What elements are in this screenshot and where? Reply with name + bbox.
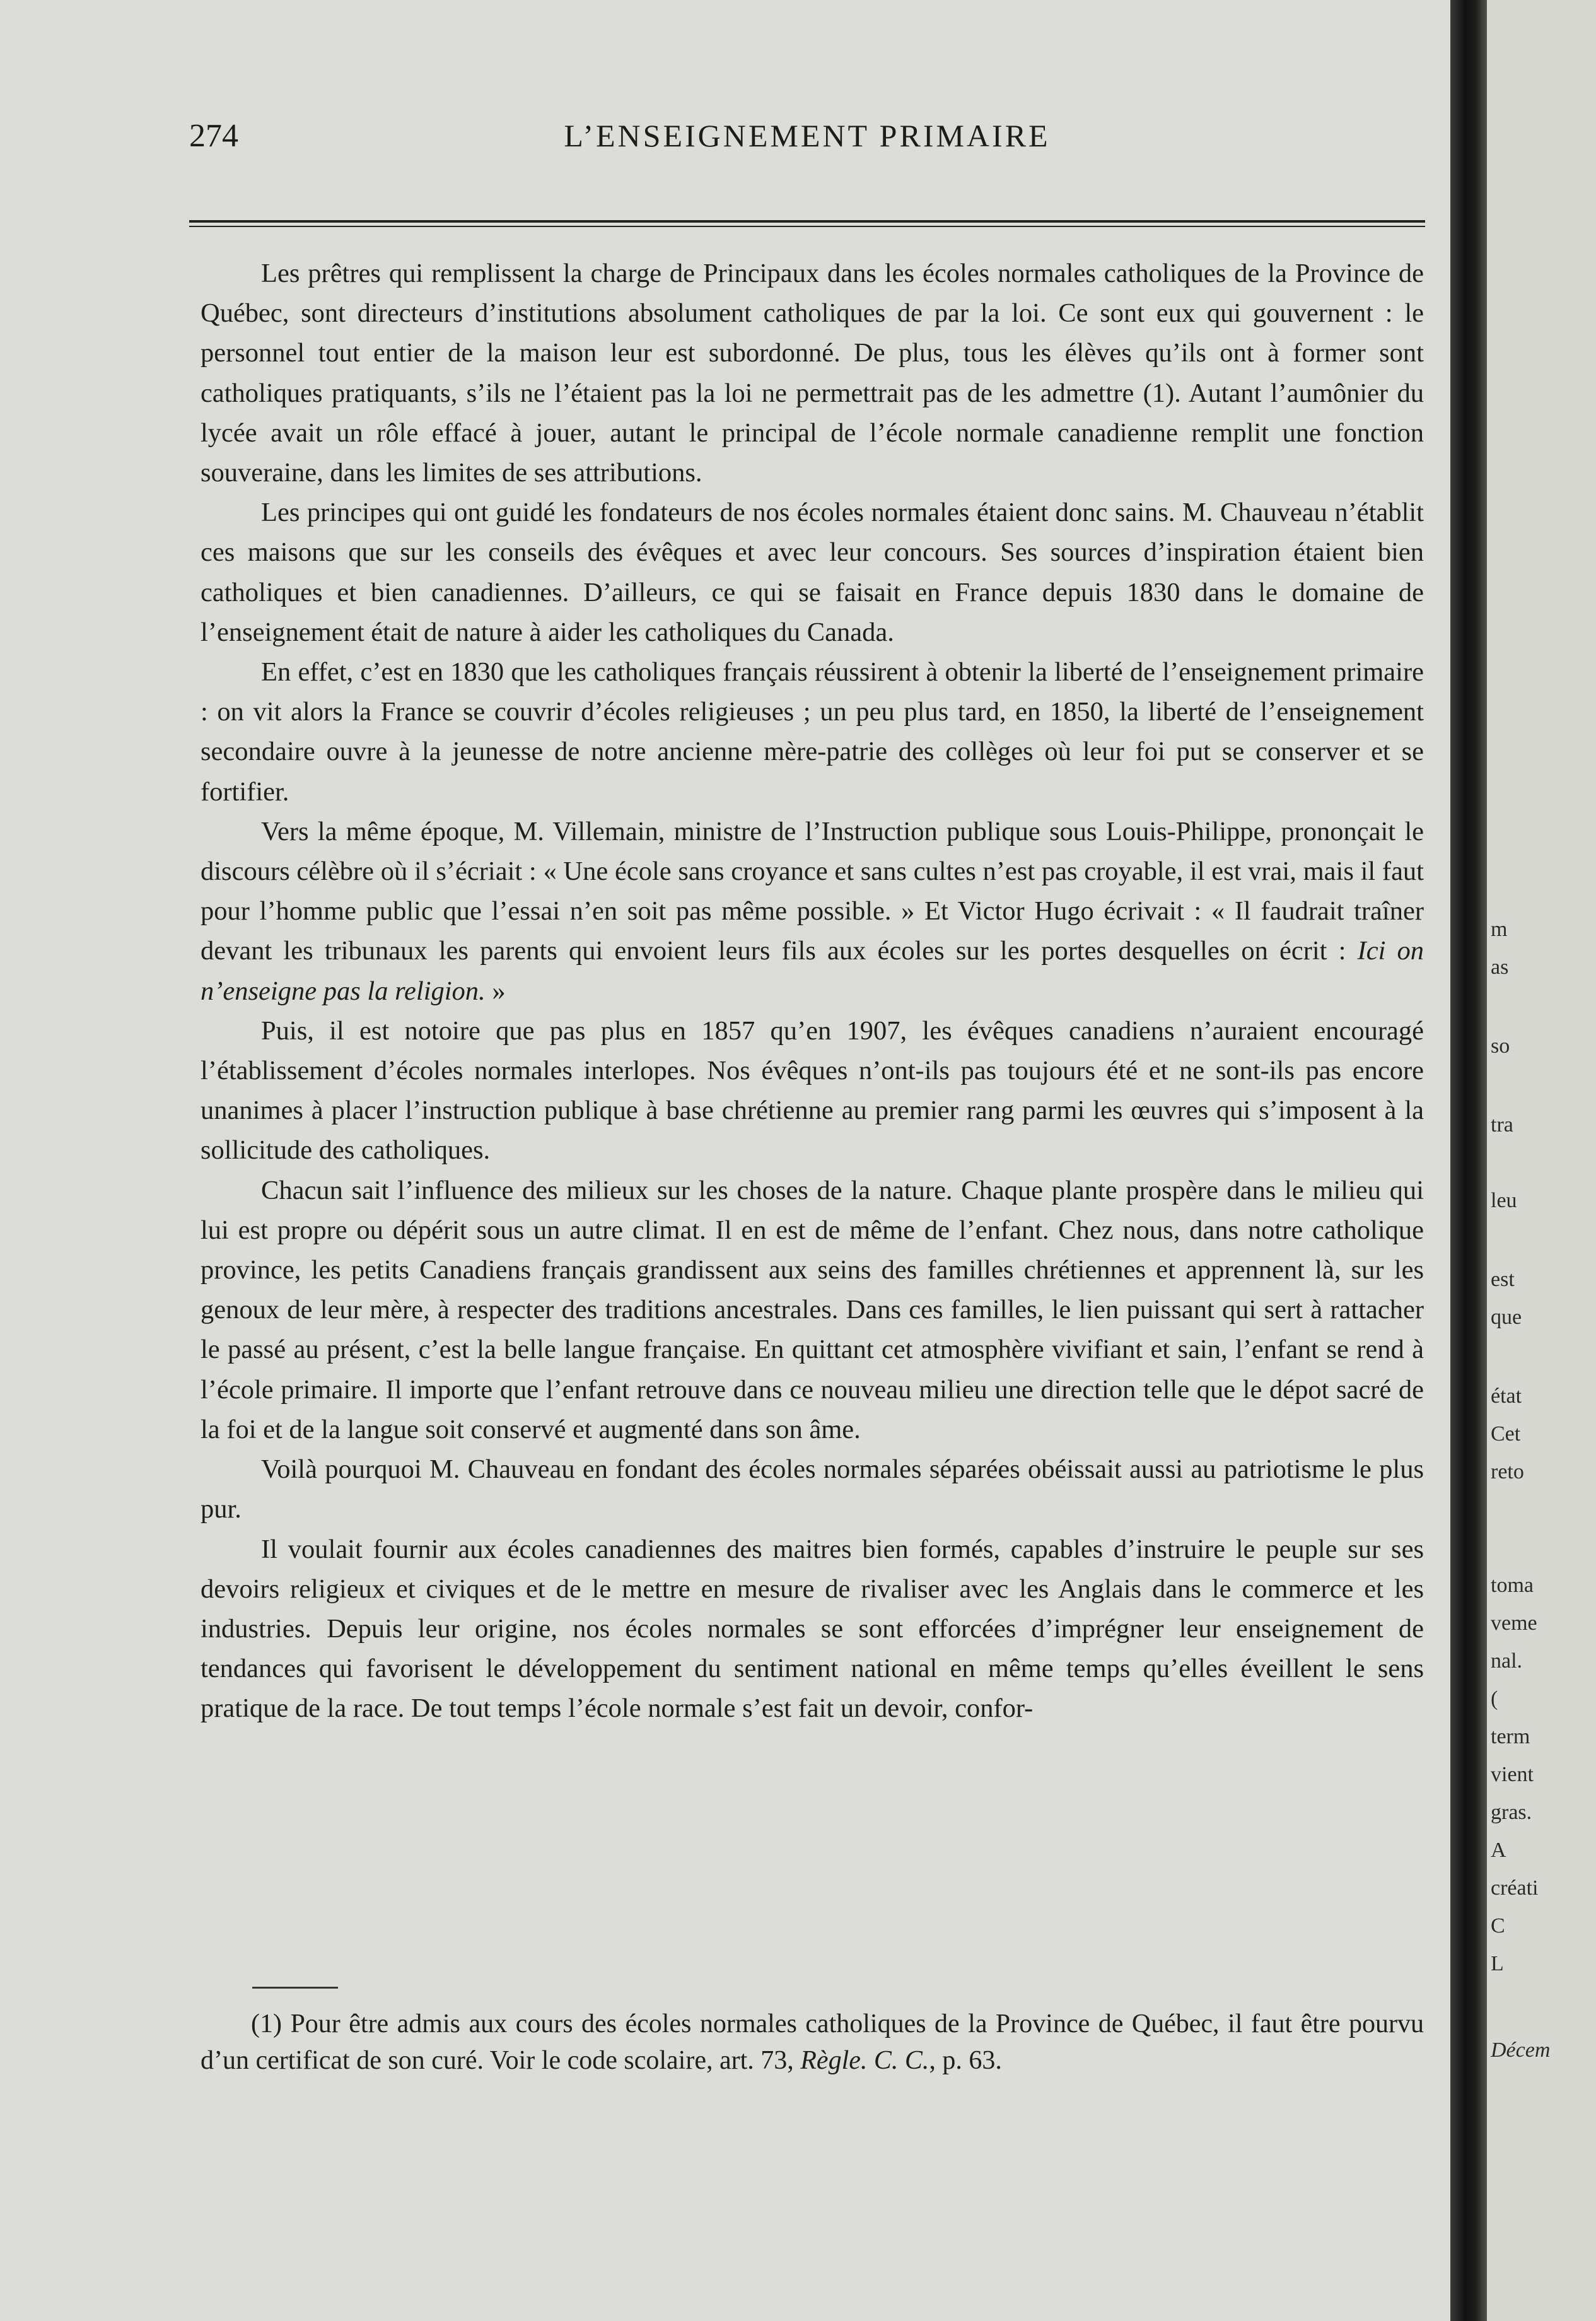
facing-page: [1487, 0, 1596, 2321]
facing-fragment: term: [1491, 1725, 1530, 1748]
paragraph: Les principes qui ont guidé les fondateurs de nos écoles normales étaient donc sains. M. Chauveau n’établit ces maisons que sur les conseils des évêques et avec leur concours. Ses sources d’inspiration étaient bien catholiques et bien canadiennes. D’ailleurs, ce qui se faisait en France depuis 1830 dans le domaine de l’enseignement était de nature à aider les catholiques du Canada.: [201, 498, 1424, 647]
facing-fragment: veme: [1491, 1611, 1537, 1635]
footnote-text: (1) Pour être admis aux cours des écoles normales catholiques de la Province de Québec, il faut être pourvu d’un certificat de son curé. Voir le code scolaire, art. 73,: [201, 2009, 1424, 2075]
quote-italic: Ici on n’enseigne pas la religion.: [201, 936, 1424, 1006]
facing-fragment: L: [1491, 1952, 1504, 1975]
facing-fragment: so: [1491, 1034, 1510, 1058]
paragraph: Il voulait fournir aux écoles canadiennes des maitres bien formés, capables d’instruire le peuple sur ses devoirs religieux et civiques et de le mettre en mesure de rivaliser avec les Anglais dans le commerce et les industries. Depuis leur origine, nos écoles normales se sont efforcées d’imprégner leur enseignement de tendances qui favorisent le développement du sentiment national en même temps qu’elles éveillent le sens pratique de la race. De tout temps l’école normale s’est fait un devoir, confor-: [201, 1534, 1424, 1724]
facing-fragment: A: [1491, 1839, 1506, 1862]
footnote: [201, 2006, 1424, 2079]
facing-fragment: toma: [1491, 1574, 1534, 1597]
header-rule: [189, 220, 1425, 223]
paragraph-with-quote: [201, 812, 1424, 1011]
paragraph: Puis, il est notoire que pas plus en 1857 qu’en 1907, les évêques canadiens n’auraient encouragé l’établissement d’écoles normales interlopes. Nos évêques n’ont-ils pas toujours été et ne sont-ils pas encore unanimes à placer l’instruction publique à base chrétienne au premier rang parmi les œuvres qui s’imposent à la sollicitude des catholiques.: [201, 1015, 1424, 1166]
footnote-ref-tail: , p. 63.: [929, 2046, 1002, 2075]
facing-fragment: tra: [1491, 1113, 1513, 1137]
facing-fragment: leu: [1491, 1189, 1517, 1212]
paragraph: En effet, c’est en 1830 que les catholiques français réussirent à obtenir la liberté de l’enseignement primaire : on vit alors la France se couvrir d’écoles religieuses ; un peu plus tard, en 1850, la liberté de l’enseignement secondaire ouvre à la jeunesse de notre ancienne mère-patrie des collèges où leur foi put se conserver et se fortifier.: [201, 657, 1424, 807]
page-header: [189, 112, 1425, 163]
paragraph: Les prêtres qui remplissent la charge de Principaux dans les écoles normales catholiques de la Province de Québec, sont directeurs d’institutions absolument catholiques de par la loi. Ce sont eux qui gouvernent : le personnel tout entier de la maison leur est subordonné. De plus, tous les élèves qu’ils ont à former sont catholiques pratiquants, s’ils ne l’étaient pas la loi ne permettrait pas de les admettre (1). Autant l’aumônier du lycée avait un rôle effacé à jouer, autant le principal de l’école normale canadienne remplit une fonction souveraine, dans les limites de ses attributions.: [201, 259, 1424, 488]
page-number: 274: [189, 118, 238, 154]
facing-fragment: état: [1491, 1384, 1522, 1408]
facing-fragment: créati: [1491, 1876, 1539, 1900]
paragraph-text: Vers la même époque, M. Villemain, ministre de l’Instruction publique sous Louis-Philippe, prononçait le discours célèbre où il s’écriait : « Une école sans croyance et sans cultes n’est pas croyable, il est vrai, mais il faut pour l’homme public que l’essai n’en soit pas même possible. » Et Victor Hugo écrivait : « Il faudrait traîner devant les tribunaux les parents qui envoient leurs fils aux écoles sur les portes desquelles on écrit :: [201, 816, 1424, 966]
facing-fragment: nal.: [1491, 1649, 1523, 1673]
book-spine-shadow: [1450, 0, 1487, 2321]
facing-fragment: Cet: [1491, 1422, 1521, 1446]
body-text: [201, 254, 1424, 1729]
facing-fragment: C: [1491, 1914, 1505, 1938]
running-head: L’ENSEIGNEMENT PRIMAIRE: [564, 118, 1051, 153]
quote-close: »: [485, 976, 506, 1006]
header-rule-thin: [189, 226, 1425, 227]
facing-fragment: (: [1491, 1687, 1498, 1710]
facing-fragment: m: [1491, 918, 1508, 941]
facing-fragment: gras.: [1491, 1801, 1532, 1824]
paragraph: Voilà pourquoi M. Chauveau en fondant des écoles normales séparées obéissait aussi au patriotisme le plus pur.: [201, 1454, 1424, 1524]
paragraph: Chacun sait l’influence des milieux sur les choses de la nature. Chaque plante prospère dans le milieu qui lui est propre ou dépérit sous un autre climat. Il en est de même de l’enfant. Chez nous, dans notre catholique province, les petits Canadiens français grandissent aux seins des familles chrétiennes et apprennent là, sur les genoux de leur mère, à respecter des traditions ancestrales. Dans ces familles, le lien puissant qui sert à rattacher le passé au présent, c’est la belle langue française. En quittant cet atmosphère vivifiant et sain, l’enfant se rend à l’école primaire. Il importe que l’enfant retrouve dans ce nouveau milieu une direction telle que le dépot sacré de la foi et de la langue soit conservé et augmenté dans son âme.: [201, 1175, 1424, 1444]
facing-fragment: as: [1491, 956, 1509, 979]
facing-fragment: est: [1491, 1268, 1515, 1291]
footnote-ref-italic: Règle. C. C.: [800, 2046, 929, 2075]
footnote-rule: [252, 1987, 338, 1989]
facing-fragment: reto: [1491, 1460, 1524, 1483]
facing-fragment: Décem: [1491, 2038, 1551, 2062]
facing-fragment: vient: [1491, 1763, 1534, 1786]
footnote-paragraph: [201, 2006, 1424, 2079]
facing-fragment: que: [1491, 1306, 1522, 1329]
